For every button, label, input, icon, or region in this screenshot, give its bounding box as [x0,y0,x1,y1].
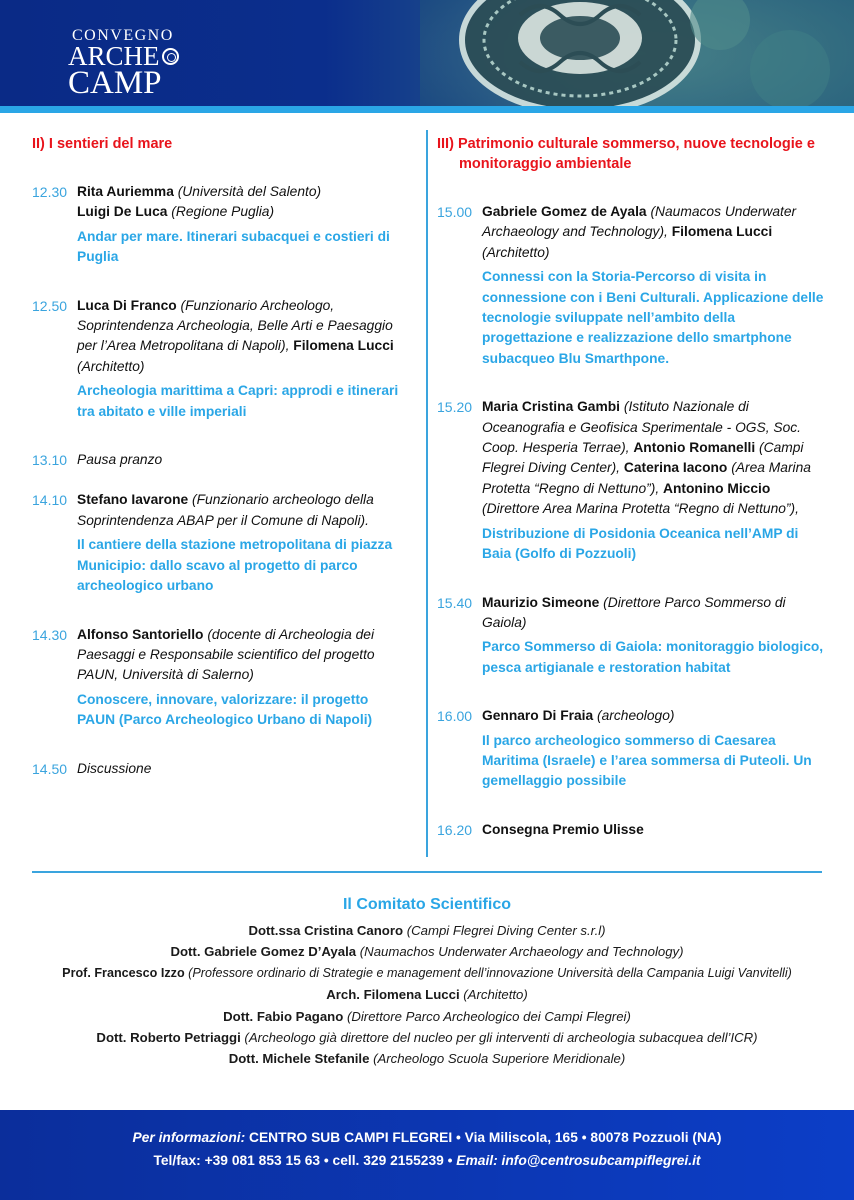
speaker-affiliation: (Istituto Nazionale di Oceanografia e Geofisica Sperimentale - OGS, Soc. Coop. Hesperia Terrae), [482,399,802,456]
committee-member [0,1027,854,1048]
entry-time: 12.30 [32,184,68,200]
scientific-committee [0,896,854,1070]
speaker-affiliation: (docente di Archeologia dei Paesaggi e Responsabile scientifico del progetto PAUN, Università di Salerno) [77,626,375,683]
logo-bottom-text: CAMP [68,65,162,101]
entry-time: 14.30 [32,626,68,643]
header-banner [0,0,854,106]
member-name: Arch. Filomena Lucci [326,987,460,1003]
speaker-name: Filomena Lucci [671,224,773,240]
speaker-affiliation: (Funzionario Archeologo, Soprintendenza Archeologia, Belle Arti e Paesaggio per l’Area Metropolitana di Napoli), [77,297,393,354]
speaker-affiliation: (Direttore Area Marina Protetta “Regno di Nettuno”), [482,501,799,517]
break-label: Pausa pranzo [77,452,163,468]
address-text: CENTRO SUB CAMPI FLEGREI • Via Miliscola, 165 • 80078 Pozzuoli (NA) [245,1130,722,1145]
program-entry [32,625,410,731]
member-name: Dott. Fabio Pagano [223,1008,344,1024]
speaker-affiliation: (Naumacos Underwater Archaeology and Technology), [482,204,797,240]
mosaic-image [420,0,854,106]
entry-time: 15.20 [437,399,473,416]
entry-time: 14.10 [32,492,68,509]
award-label: Consegna Premio Ulisse [482,821,644,837]
program-entry [32,296,410,422]
program-entry [32,490,410,596]
talk-title: Parco Sommerso di Gaiola: monitoraggio biologico, pesca artigianale e restoration habitat [482,639,824,675]
speaker-affiliation: (Architetto) [77,358,145,374]
speaker-name: Filomena Lucci [293,338,394,354]
header-accent-strip [0,106,854,113]
program-left-column [32,134,410,779]
member-role: (Architetto) [459,987,528,1003]
talk-title: Archeologia marittima a Capri: approdi e itinerari tra abitato e ville imperiali [77,383,399,419]
footer-contact-bar [0,1110,854,1200]
speaker-name: Maurizio Simeone [482,594,600,610]
member-name: Dott. Michele Stefanile [228,1051,370,1067]
program-entry [437,706,829,792]
speaker-name: Alfonso Santoriello [77,626,204,642]
member-name: Dott. Gabriele Gomez D’Ayala [170,944,357,960]
section-title-left: II) I sentieri del mare [32,136,173,152]
member-name: Dott.ssa Cristina Canoro [248,923,404,938]
talk-title: Il cantiere della stazione metropolitana di piazza Municipio: dallo scavo al progetto di parco archeologico urbano [77,537,393,594]
phone-text: Tel/fax: +39 081 853 15 63 • cell. 329 2155239 • [153,1153,457,1168]
member-role: (Archeologo Scuola Superiore Meridionale) [369,1051,626,1067]
speaker-name: Stefano Iavarone [77,492,189,508]
speaker-name: Rita Auriemma [77,184,174,199]
email-link[interactable]: Email: info@centrosubcampiflegrei.it [456,1153,701,1168]
speaker-name: Antonino Miccio [662,480,771,496]
entry-time: 16.20 [437,821,473,838]
program-entry [437,202,829,369]
footer-address [0,1126,854,1149]
speaker-name: Antonio Romanelli [633,440,756,456]
program-entry [32,182,410,268]
logo-spiral-icon [162,48,179,65]
section-title-right: III) Patrimonio culturale sommerso, nuove tecnologie e monitoraggio ambientale [437,136,815,172]
talk-title: Conoscere, innovare, valorizzare: il progetto PAUN (Parco Archeologico Urbano di Napoli) [77,691,373,728]
discussion-label: Discussione [77,760,152,776]
info-label: Per informazioni: [132,1130,246,1145]
speaker-affiliation: (Campi Flegrei Diving Center), [482,440,804,476]
speaker-affiliation: (Università del Salento) [173,184,322,199]
committee-member [0,920,854,941]
speaker-name: Luigi De Luca [77,204,168,220]
program-right-column [437,134,829,840]
committee-member [0,1048,854,1069]
program-entry [437,593,829,679]
member-role: (Professore ordinario di Strategie e management dell’innovazione Università della Campania Luigi Vanvitelli) [184,965,792,980]
speaker-name: Maria Cristina Gambi [482,399,621,415]
committee-title: Il Comitato Scientifico [342,896,511,913]
footer-contacts [0,1149,854,1172]
speaker-affiliation: (archeologo) [593,708,675,724]
entry-time: 15.40 [437,594,473,611]
logo-top-text: CONVEGNO [72,27,174,44]
committee-member [0,984,854,1005]
member-role: (Naumachos Underwater Archaeology and Technology) [356,944,684,960]
logo-mid-text: ARCHE [68,41,160,71]
speaker-name: Caterina Iacono [623,460,728,476]
speaker-affiliation: (Architetto) [482,244,550,260]
archeocamp-logo [68,27,179,101]
talk-title: Connessi con la Storia-Percorso di visita in connessione con i Beni Culturali. Applicazione delle tecnologie sviluppate nell’ambito della progettazione e realizzazione dello smartphone subacqueo Blu Smarthpone. [482,269,824,366]
entry-time: 12.50 [32,297,68,314]
member-role: (Campi Flegrei Diving Center s.r.l) [403,923,606,938]
committee-member [0,963,854,984]
program-entry [437,820,829,840]
speaker-affiliation: (Direttore Parco Sommerso di Gaiola) [482,594,786,630]
column-divider [426,130,428,857]
talk-title: Andar per mare. Itinerari subacquei e costieri di Puglia [77,228,390,265]
member-name: Dott. Roberto Petriaggi [96,1030,241,1046]
entry-time: 16.00 [437,708,473,725]
talk-title: Il parco archeologico sommerso di Caesarea Maritima (Israele) e l’area sommersa di Puteoli. Un gemellaggio possibile [482,732,812,789]
program-entry [437,397,829,564]
speaker-affiliation: (Area Marina Protetta “Regno di Nettuno”), [482,460,811,496]
program-entry [32,759,410,779]
member-role: (Archeologo già direttore del nucleo per gli interventi di archeologia subacquea dell’ICR) [240,1030,758,1046]
section-divider [32,871,822,873]
entry-time: 13.10 [32,452,68,469]
committee-member [0,941,854,962]
entry-time: 15.00 [437,204,473,220]
member-name: Prof. Francesco Izzo [62,965,185,980]
program-entry [32,450,410,470]
entry-time: 14.50 [32,760,68,777]
talk-title: Distribuzione di Posidonia Oceanica nell’AMP di Baia (Golfo di Pozzuoli) [482,525,799,562]
speaker-affiliation: (Funzionario archeologo della Soprintendenza ABAP per il Comune di Napoli). [77,492,374,528]
speaker-name: Luca Di Franco [77,297,177,313]
speaker-affiliation: (Regione Puglia) [167,204,275,220]
member-role: (Direttore Parco Archeologico dei Campi Flegrei) [343,1008,631,1024]
speaker-name: Gabriele Gomez de Ayala [482,204,647,219]
committee-member [0,1006,854,1027]
speaker-name: Gennaro Di Fraia [482,708,594,724]
